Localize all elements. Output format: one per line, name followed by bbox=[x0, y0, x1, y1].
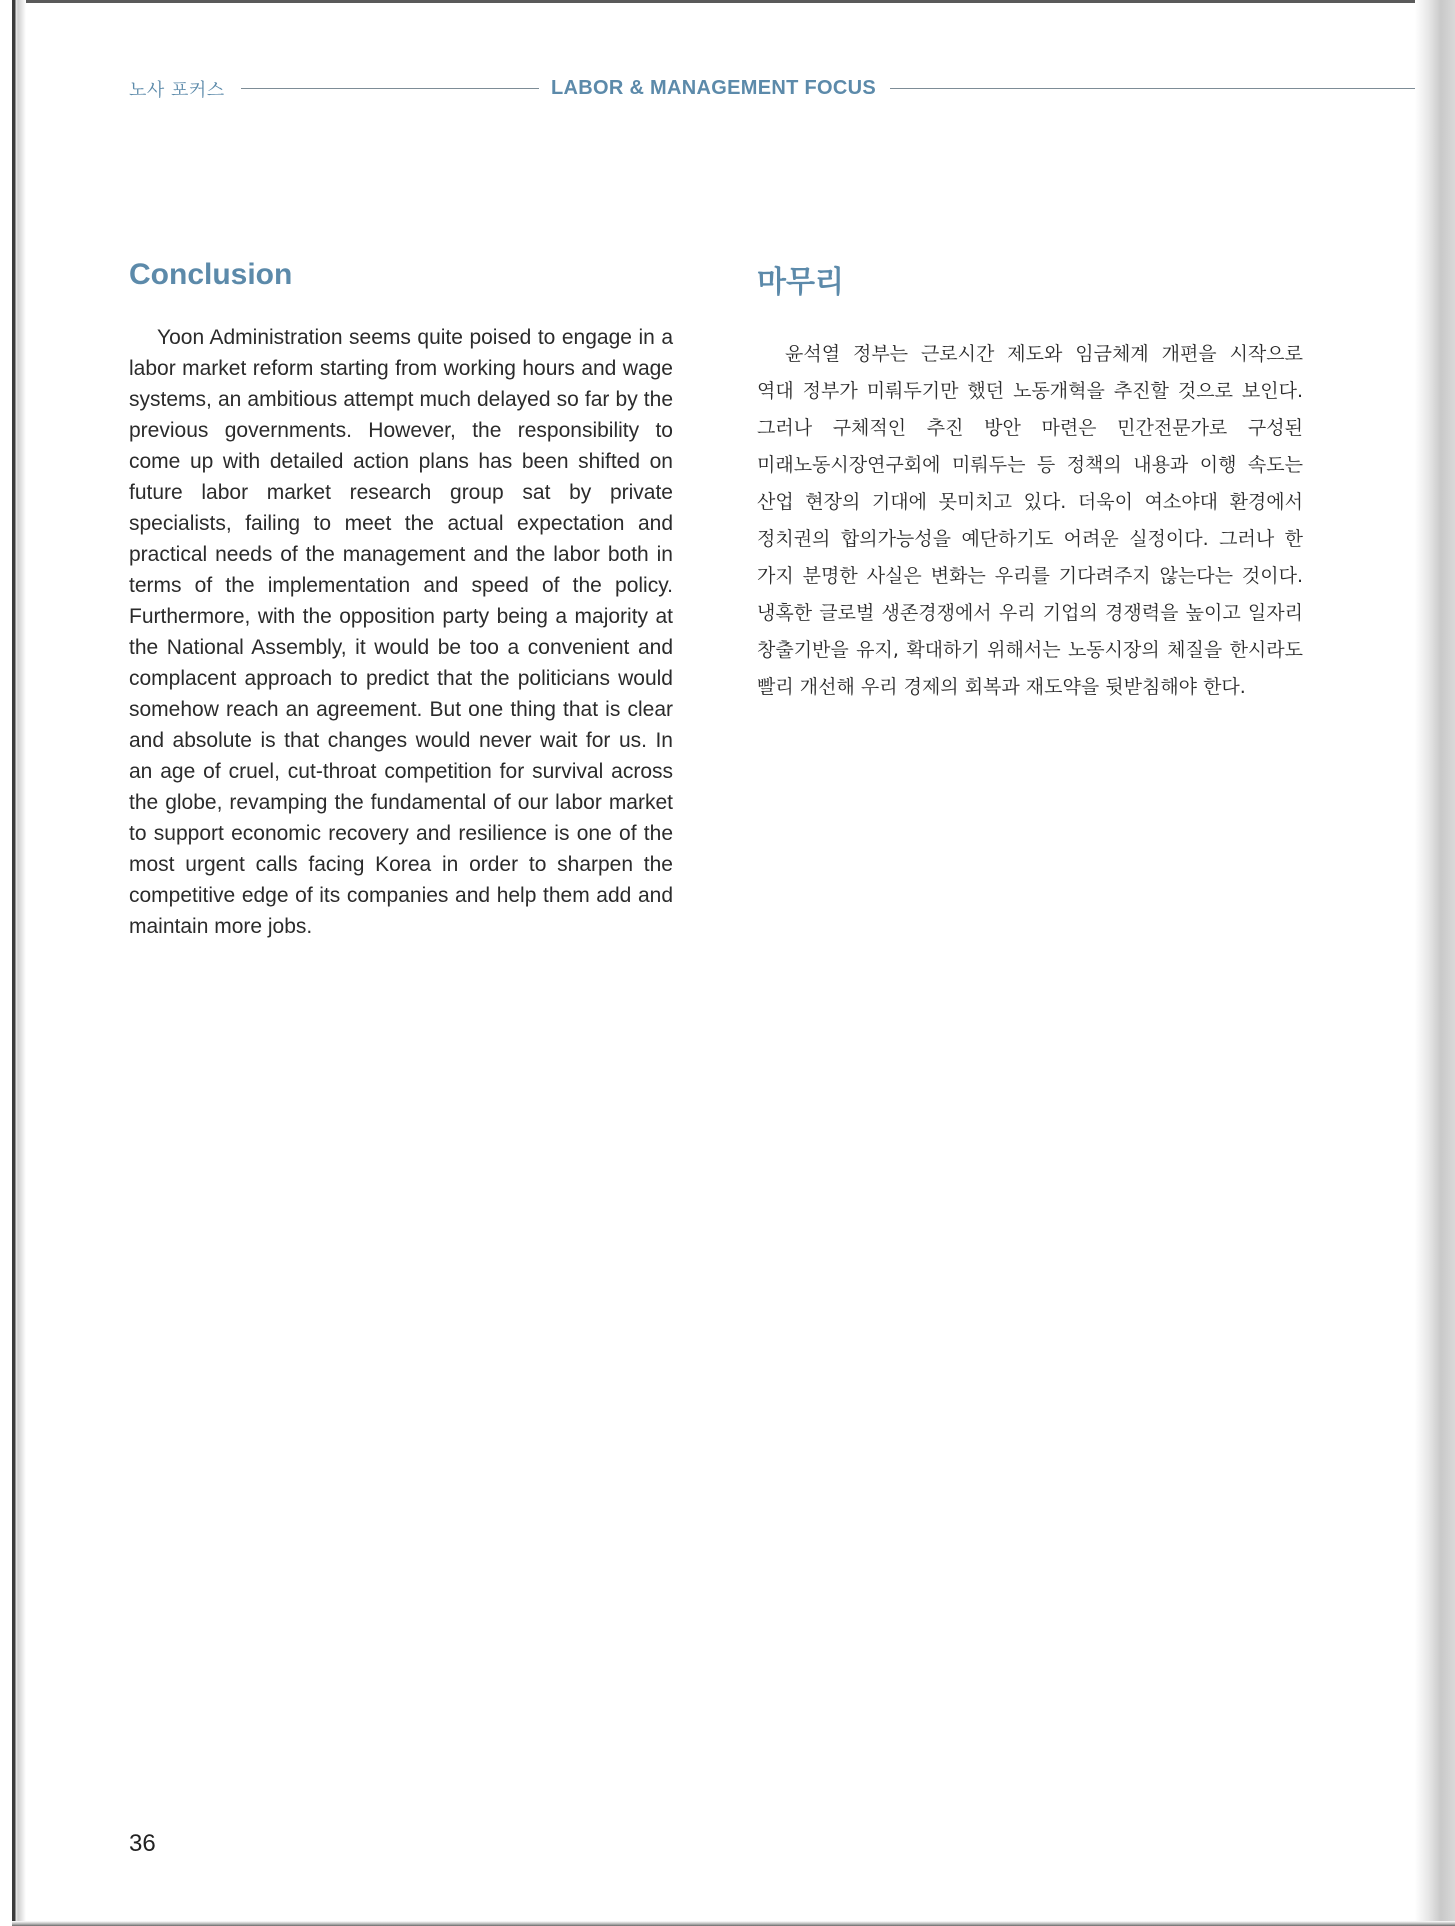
section-label-korean: 노사 포커스 bbox=[129, 80, 225, 101]
page-top-edge bbox=[12, 0, 1455, 3]
english-section-title: Conclusion bbox=[129, 258, 293, 291]
page-binding-edge bbox=[12, 0, 26, 1926]
korean-body-text: 윤석열 정부는 근로시간 제도와 임금체계 개편을 시작으로 역대 정부가 미뤄두기만 했던 노동개혁을 추진할 것으로 보인다. 그러나 구체적인 추진 방안 마련은 민간전문가로 구성된 미래노동시장연구회에 미뤄두는 등 정책의 내용과 이행 속도는 산업 현장의 기대에 못미치고 있다. 더욱이 여소야대 환경에서 정치권의 합의가능성을 예단하기도 어려운 실정이다. 그러나 한 가지 분명한 사실은 변화는 우리를 기다려주지 않는다는 것이다. 냉혹한 글로벌 생존경쟁에서 우리 기업의 경쟁력을 높이고 일자리 창출기반을 유지, 확대하기 위해서는 노동시장의 체질을 한시라도 빨리 개선해 우리 경제의 회복과 재도약을 뒷받침해야 한다. bbox=[757, 343, 1303, 698]
page-right-shadow bbox=[1415, 0, 1455, 1926]
header-divider-left bbox=[241, 88, 539, 89]
korean-section-title: 마무리 bbox=[757, 265, 844, 300]
page-number: 36 bbox=[129, 1830, 156, 1857]
section-label-english: LABOR & MANAGEMENT FOCUS bbox=[551, 77, 876, 99]
page-bottom-edge bbox=[12, 1921, 1455, 1926]
header-divider-right bbox=[890, 88, 1415, 89]
english-body-text: Yoon Administration seems quite poised to engage in a labor market reform starting from working hours and wage systems, an ambitious attempt much delayed so far by the previous governments. However, the responsibility to come up with detailed action plans has been shifted on future labor market research group sat by private specialists, failing to meet the actual expectation and practical needs of the management and the labor both in terms of the implementation and speed of the policy. Furthermore, with the opposition party being a majority at the National Assembly, it would be too a convenient and complacent approach to predict that the politicians would somehow reach an agreement. But one thing that is clear and absolute is that changes would never wait for us. In an age of cruel, cut-throat competition for survival across the globe, revamping the fundamental of our labor market to support economic recovery and resilience is one of the most urgent calls facing Korea in order to sharpen the competitive edge of its companies and help them add and maintain more jobs. bbox=[129, 326, 673, 938]
